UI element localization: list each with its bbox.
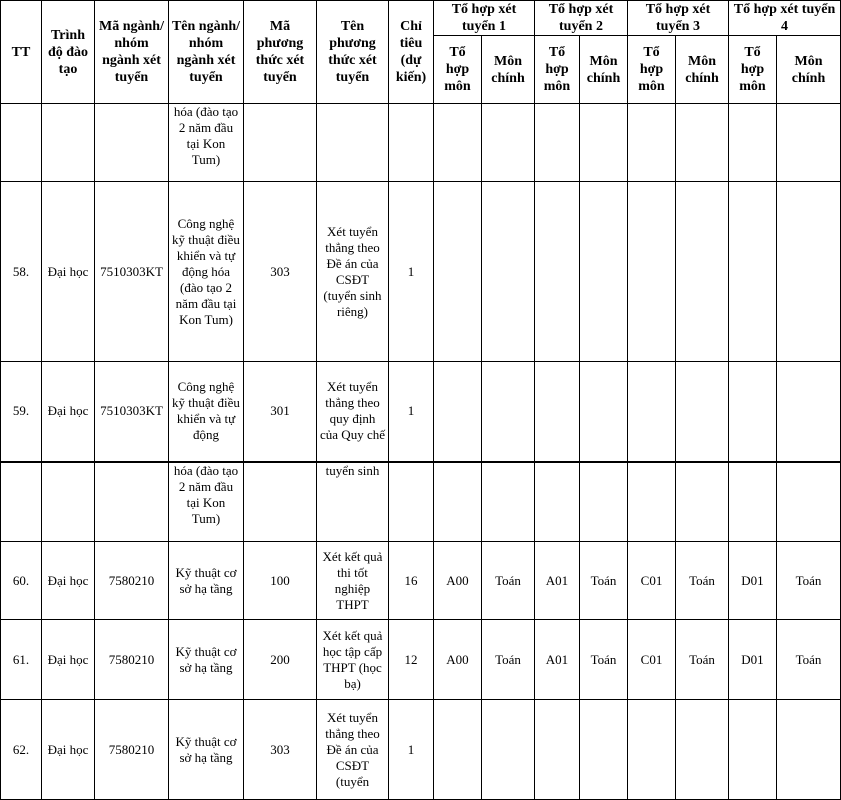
cell-mon-chinh-1: Toán bbox=[482, 542, 535, 620]
table-row-continuation-2 bbox=[1, 462, 841, 542]
header-mon-chinh-4: Môn chính bbox=[777, 36, 841, 104]
cell-to-hop-2: A01 bbox=[535, 620, 580, 700]
cell-ten-phuong-thuc: Xét tuyển thẳng theo Đề án của CSĐT (tuyển sinh riêng) bbox=[317, 182, 389, 362]
cell-mon-chinh-1: Toán bbox=[482, 620, 535, 700]
cell-ten-phuong-thuc: Xét kết quả thi tốt nghiệp THPT bbox=[317, 542, 389, 620]
cell-tt: 59. bbox=[1, 362, 42, 462]
cell-to-hop-3: C01 bbox=[628, 620, 676, 700]
cell-mon-chinh-3: Toán bbox=[676, 542, 729, 620]
header-ma-nganh: Mã ngành/ nhóm ngành xét tuyển bbox=[95, 1, 169, 104]
table-row-62 bbox=[1, 700, 841, 800]
cell-mon-chinh-4: Toán bbox=[777, 542, 841, 620]
cell-ma-phuong-thuc: 200 bbox=[244, 620, 317, 700]
header-to-hop-mon-3: Tổ hợp môn bbox=[628, 36, 676, 104]
header-group-3: Tổ hợp xét tuyển 3 bbox=[628, 1, 729, 36]
cell-to-hop-2: A01 bbox=[535, 542, 580, 620]
cell-tt: 60. bbox=[1, 542, 42, 620]
header-group-1: Tổ hợp xét tuyển 1 bbox=[434, 1, 535, 36]
cell-chi-tieu: 16 bbox=[389, 542, 434, 620]
cell-to-hop-1: A00 bbox=[434, 542, 482, 620]
header-mon-chinh-2: Môn chính bbox=[580, 36, 628, 104]
cell-ten-nganh: Công nghệ kỹ thuật điều khiển và tự động bbox=[169, 362, 244, 462]
cell-chi-tieu: 1 bbox=[389, 700, 434, 800]
cell-chi-tieu: 1 bbox=[389, 362, 434, 462]
cell-ten-phuong-thuc: tuyển sinh bbox=[317, 462, 389, 542]
header-ma-phuong-thuc: Mã phương thức xét tuyển bbox=[244, 1, 317, 104]
cell-ma-nganh: 7580210 bbox=[95, 620, 169, 700]
header-to-hop-mon-1: Tổ hợp môn bbox=[434, 36, 482, 104]
cell-ten-nganh: Kỹ thuật cơ sở hạ tầng bbox=[169, 700, 244, 800]
table-row-continuation-1 bbox=[1, 104, 841, 182]
cell-ma-nganh: 7510303KT bbox=[95, 362, 169, 462]
header-group-4: Tổ hợp xét tuyển 4 bbox=[729, 1, 841, 36]
cell-tt: 61. bbox=[1, 620, 42, 700]
cell-mon-chinh-2: Toán bbox=[580, 542, 628, 620]
cell-ma-phuong-thuc: 100 bbox=[244, 542, 317, 620]
cell-trinh-do: Đại học bbox=[42, 182, 95, 362]
cell-trinh-do: Đại học bbox=[42, 620, 95, 700]
header-chi-tieu: Chỉ tiêu (dự kiến) bbox=[389, 1, 434, 104]
table-row-59 bbox=[1, 362, 841, 462]
header-mon-chinh-1: Môn chính bbox=[482, 36, 535, 104]
cell-to-hop-4: D01 bbox=[729, 542, 777, 620]
header-to-hop-mon-4: Tổ hợp môn bbox=[729, 36, 777, 104]
cell-ten-nganh: Kỹ thuật cơ sở hạ tầng bbox=[169, 620, 244, 700]
header-tt: TT bbox=[1, 1, 42, 104]
header-trinh-do: Trình độ đào tạo bbox=[42, 1, 95, 104]
cell-ma-phuong-thuc: 303 bbox=[244, 700, 317, 800]
cell-trinh-do: Đại học bbox=[42, 542, 95, 620]
cell-ten-nganh: Kỹ thuật cơ sở hạ tầng bbox=[169, 542, 244, 620]
cell-ma-nganh: 7510303KT bbox=[95, 182, 169, 362]
table-row-58 bbox=[1, 182, 841, 362]
table-row-61 bbox=[1, 620, 841, 700]
cell-mon-chinh-4: Toán bbox=[777, 620, 841, 700]
cell-ten-phuong-thuc: Xét kết quả học tập cấp THPT (học bạ) bbox=[317, 620, 389, 700]
cell-tt: 62. bbox=[1, 700, 42, 800]
cell-trinh-do: Đại học bbox=[42, 700, 95, 800]
header-ten-nganh: Tên ngành/ nhóm ngành xét tuyển bbox=[169, 1, 244, 104]
cell-ten-nganh: hóa (đào tạo 2 năm đầu tại Kon Tum) bbox=[169, 104, 244, 182]
cell-ten-phuong-thuc: Xét tuyển thẳng theo Đề án của CSĐT (tuyển bbox=[317, 700, 389, 800]
cell-ma-phuong-thuc: 301 bbox=[244, 362, 317, 462]
cell-to-hop-1: A00 bbox=[434, 620, 482, 700]
cell-trinh-do: Đại học bbox=[42, 362, 95, 462]
cell-ten-nganh: hóa (đào tạo 2 năm đầu tại Kon Tum) bbox=[169, 462, 244, 542]
header-to-hop-mon-2: Tổ hợp môn bbox=[535, 36, 580, 104]
header-group-2: Tổ hợp xét tuyển 2 bbox=[535, 1, 628, 36]
header-ten-phuong-thuc: Tên phương thức xét tuyển bbox=[317, 1, 389, 104]
cell-tt: 58. bbox=[1, 182, 42, 362]
cell-mon-chinh-2: Toán bbox=[580, 620, 628, 700]
cell-mon-chinh-3: Toán bbox=[676, 620, 729, 700]
cell-ma-phuong-thuc: 303 bbox=[244, 182, 317, 362]
cell-ma-nganh: 7580210 bbox=[95, 542, 169, 620]
cell-ten-phuong-thuc: Xét tuyển thẳng theo quy định của Quy chế bbox=[317, 362, 389, 462]
table-row-60 bbox=[1, 542, 841, 620]
cell-to-hop-3: C01 bbox=[628, 542, 676, 620]
cell-to-hop-4: D01 bbox=[729, 620, 777, 700]
cell-ma-nganh: 7580210 bbox=[95, 700, 169, 800]
header-mon-chinh-3: Môn chính bbox=[676, 36, 729, 104]
cell-chi-tieu: 12 bbox=[389, 620, 434, 700]
cell-chi-tieu: 1 bbox=[389, 182, 434, 362]
cell-ten-nganh: Công nghệ kỹ thuật điều khiển và tự động hóa (đào tạo 2 năm đầu tại Kon Tum) bbox=[169, 182, 244, 362]
